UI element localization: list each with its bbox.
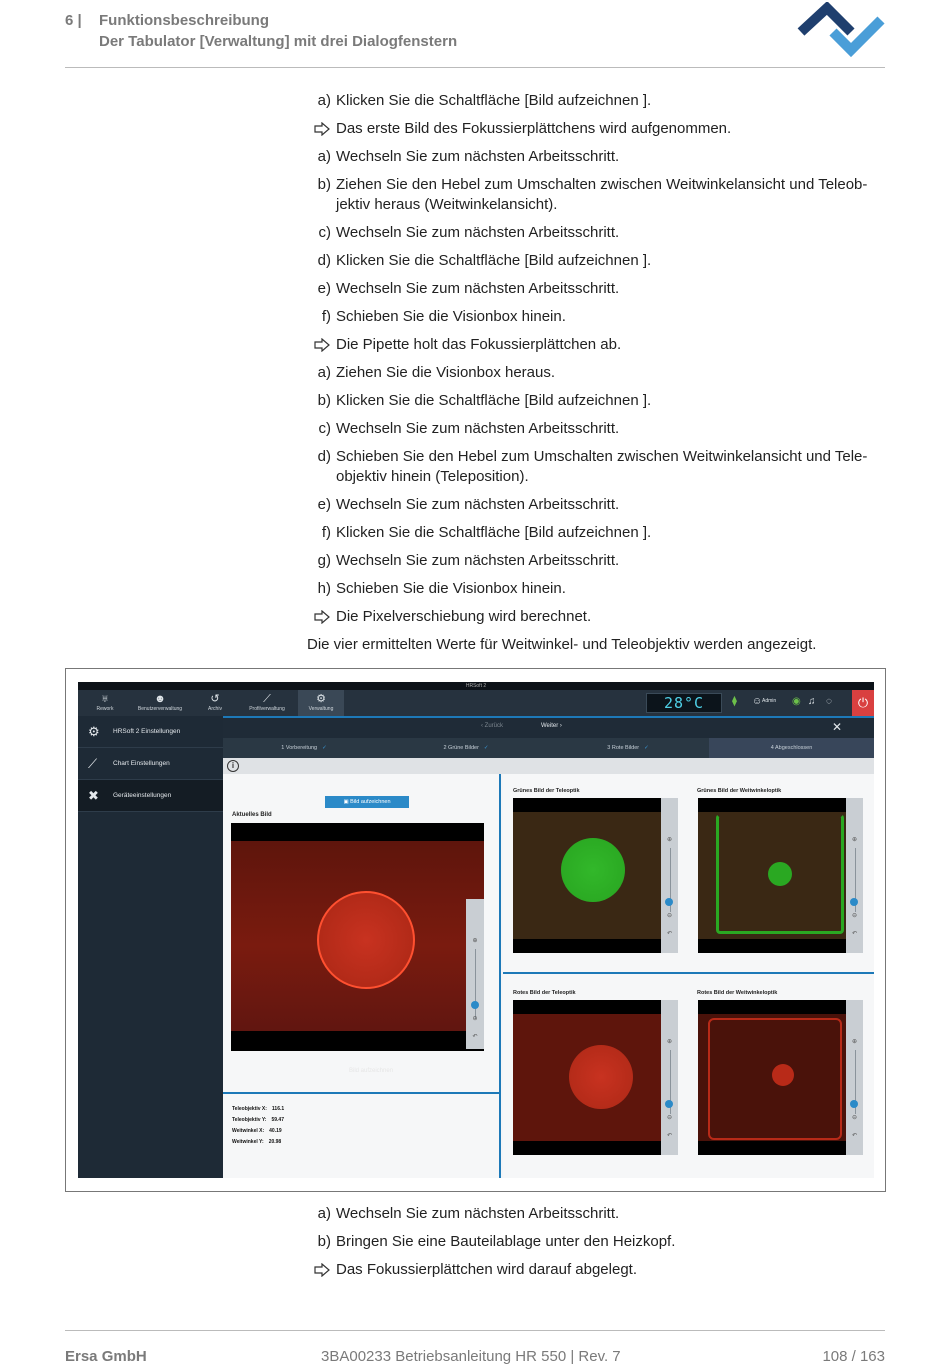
gear-icon: ⚙ (316, 693, 326, 705)
status-icon[interactable]: ◉ (792, 696, 801, 707)
wizard-step-2[interactable]: 2 Grüne Bilder ✓ (385, 738, 547, 758)
result-arrow-icon (314, 122, 330, 136)
zoom-out-icon[interactable]: ⊖ (472, 1016, 478, 1022)
step-item: f) Schieben Sie die Visionbox hinein. (321, 308, 566, 325)
thumb-green-tele (513, 798, 678, 953)
focus-plate-red (317, 891, 415, 989)
thumb-title-green-wide: Grünes Bild der Weitwinkeloptik (697, 788, 782, 794)
page-footer (65, 1330, 885, 1365)
footer-document: 3BA00233 Betriebsanleitung HR 550 | Rev. 7 (321, 1348, 621, 1365)
toolbar-rework[interactable]: ♅ Rework (82, 690, 128, 716)
zoom-in-icon[interactable]: ⊕ (851, 837, 858, 843)
power-button[interactable] (852, 690, 874, 716)
screenshot-figure (65, 668, 886, 1192)
thumb-red-tele (513, 1000, 678, 1155)
window-title: HRSoft 2 (78, 682, 874, 690)
wizard-navbar (223, 716, 874, 738)
chart-icon: ⟋ (263, 693, 271, 705)
bell-icon[interactable]: ♫ (808, 696, 816, 707)
value-wide-y: Weitwinkel Y: 20.98 (232, 1139, 282, 1145)
toolbar-archiv[interactable]: ↺ Archiv (192, 690, 238, 716)
chart-icon: ⟋ (88, 756, 98, 771)
current-image-pane (223, 774, 501, 1178)
sidebar-item-device-settings[interactable]: ✖ Geräteeinstellungen (78, 780, 223, 812)
user-icon: ☺ (752, 696, 763, 707)
temperature-display: 28°C (646, 693, 722, 713)
info-bar (223, 758, 874, 774)
next-button[interactable]: Weiter › (541, 723, 562, 729)
value-tele-x: Teleobjektiv X: 116.1 (232, 1106, 285, 1112)
result-item: Die Pixelverschiebung wird berechnet. (307, 607, 897, 627)
reset-icon[interactable]: ↶ (666, 931, 673, 937)
main-toolbar (78, 690, 874, 716)
wizard-step-1[interactable]: 1 Vorbereitung ✓ (223, 738, 385, 758)
thumb-title-red-tele: Rotes Bild der Teleoptik (513, 990, 576, 996)
step-item: a) Wechseln Sie zum nächsten Arbeitsschritt. (317, 1205, 620, 1222)
offset-values (232, 1104, 284, 1148)
users-icon: ☻ (154, 693, 166, 705)
nozzle-icon: ♅ (100, 693, 110, 705)
chapter-number: 6 | (65, 12, 82, 29)
hrsoft-app-window (78, 682, 874, 1178)
result-item: Die Pipette holt das Fokussierplättchen ab. (307, 335, 897, 355)
toolbar-verwaltung[interactable]: ⚙ Verwaltung (298, 690, 344, 716)
step-item: c) Wechseln Sie zum nächsten Arbeitsschritt. (318, 420, 620, 437)
step-item: g) Wechseln Sie zum nächsten Arbeitsschritt. (317, 552, 620, 569)
thumb-green-wide (698, 798, 863, 953)
ersa-logo-icon (797, 2, 885, 58)
wizard-area (223, 716, 874, 1178)
result-item: Das Fokussierplättchen wird darauf abgelegt. (307, 1260, 897, 1280)
thumb-title-green-tele: Grünes Bild der Teleoptik (513, 788, 580, 794)
instruction-list-top (307, 91, 897, 655)
toolbar-profilverwaltung[interactable]: ⟋ Profilverwaltung (244, 690, 290, 716)
result-item: Das erste Bild des Fokussierplättchens wird aufgenommen. (307, 119, 897, 139)
zoom-out-icon[interactable]: ⊖ (851, 1115, 858, 1121)
current-image-title: Aktuelles Bild (232, 812, 272, 818)
zoom-out-icon[interactable]: ⊖ (851, 913, 858, 919)
user-name[interactable]: Admin (762, 698, 777, 704)
step-item: b) Klicken Sie die Schaltfläche [Bild aufzeichnen ]. (317, 392, 652, 409)
zoom-slider[interactable] (466, 899, 484, 1049)
zoom-slider[interactable] (661, 798, 678, 953)
zoom-in-icon[interactable]: ⊕ (472, 938, 478, 944)
settings-sidebar (78, 716, 223, 1178)
footer-company: Ersa GmbH (65, 1348, 147, 1365)
zoom-in-icon[interactable]: ⊕ (851, 1039, 858, 1045)
step-item: d) Schieben Sie den Hebel zum Umschalten zwischen Weitwinkelansicht und Tele- objektiv hinein (Teleposition). (317, 448, 868, 485)
step-item: e) Wechseln Sie zum nächsten Arbeitsschritt. (317, 280, 620, 297)
zoom-out-icon[interactable]: ⊖ (666, 913, 673, 919)
zoom-slider[interactable] (661, 1000, 678, 1155)
value-tele-y: Teleobjektiv Y: 59.47 (232, 1117, 284, 1123)
reset-icon[interactable]: ↶ (472, 1034, 478, 1040)
step-item: a) Wechseln Sie zum nächsten Arbeitsschritt. (317, 148, 620, 165)
chat-icon[interactable]: ◌ (826, 696, 832, 707)
step-item: b) Bringen Sie eine Bauteilablage unter den Heizkopf. (317, 1233, 676, 1250)
step-item: d) Klicken Sie die Schaltfläche [Bild aufzeichnen ]. (317, 252, 652, 269)
toolbar-benutzerverwaltung[interactable]: ☻ Benutzerverwaltung (134, 690, 186, 716)
record-image-ghost: Bild aufzeichnen (349, 1068, 394, 1074)
value-wide-x: Weitwinkel X: 40.19 (232, 1128, 282, 1134)
thumb-title-red-wide: Rotes Bild der Weitwinkeloptik (697, 990, 778, 996)
step-item: b) Ziehen Sie den Hebel zum Umschalten zwischen Weitwinkelansicht und Teleob- jektiv heraus (Weitwinkelansicht). (317, 176, 868, 213)
thumbnails-pane (503, 774, 874, 1178)
zoom-slider[interactable] (846, 798, 863, 953)
result-arrow-icon (314, 338, 330, 352)
zoom-in-icon[interactable]: ⊕ (666, 1039, 673, 1045)
zoom-out-icon[interactable]: ⊖ (666, 1115, 673, 1121)
step-item: f) Klicken Sie die Schaltfläche [Bild aufzeichnen ]. (321, 524, 652, 541)
thumb-red-wide (698, 1000, 863, 1155)
summary-text: Die vier ermittelten Werte für Weitwinkel- und Teleobjektiv werden angezeigt. (307, 636, 817, 653)
section-title: Der Tabulator [Verwaltung] mit drei Dialogfenstern (99, 33, 458, 50)
reset-icon[interactable]: ↶ (851, 931, 858, 937)
chapter-title: Funktionsbeschreibung (99, 12, 270, 29)
result-arrow-icon (314, 610, 330, 624)
connection-icon: ⧫ (732, 696, 737, 707)
wizard-step-4[interactable]: 4 Abgeschlossen (709, 738, 874, 758)
step-item: a) Klicken Sie die Schaltfläche [Bild aufzeichnen ]. (317, 92, 652, 109)
page-header (65, 10, 885, 68)
reset-icon[interactable]: ↶ (666, 1133, 673, 1139)
sidebar-item-chart-settings[interactable]: ⟋ Chart Einstellungen (78, 748, 223, 780)
step-item: h) Schieben Sie die Visionbox hinein. (317, 580, 566, 597)
footer-page-number: 108 / 163 (822, 1348, 885, 1365)
wizard-step-3[interactable]: 3 Rote Bilder ✓ (547, 738, 709, 758)
current-image (231, 823, 484, 1051)
zoom-slider[interactable] (846, 1000, 863, 1155)
close-icon[interactable]: ✕ (831, 720, 842, 734)
tools-icon: ✖ (88, 788, 99, 803)
gear-icon: ⚙ (88, 724, 100, 739)
history-icon: ↺ (210, 693, 220, 705)
power-icon: ⏻ (857, 695, 869, 710)
info-icon[interactable]: i (227, 760, 239, 772)
step-item: c) Wechseln Sie zum nächsten Arbeitsschritt. (318, 224, 620, 241)
zoom-in-icon[interactable]: ⊕ (666, 837, 673, 843)
wizard-steps (223, 738, 874, 758)
record-image-button[interactable]: ▣ Bild aufzeichnen (325, 796, 409, 808)
step-item: a) Ziehen Sie die Visionbox heraus. (317, 364, 556, 381)
instruction-list-bottom (307, 1204, 897, 1288)
result-arrow-icon (314, 1263, 330, 1277)
reset-icon[interactable]: ↶ (851, 1133, 858, 1139)
sidebar-item-hrsoft-settings[interactable]: ⚙ HRSoft 2 Einstellungen (78, 716, 223, 748)
step-item: e) Wechseln Sie zum nächsten Arbeitsschritt. (317, 496, 620, 513)
back-button[interactable]: ‹ Zurück (481, 723, 504, 729)
